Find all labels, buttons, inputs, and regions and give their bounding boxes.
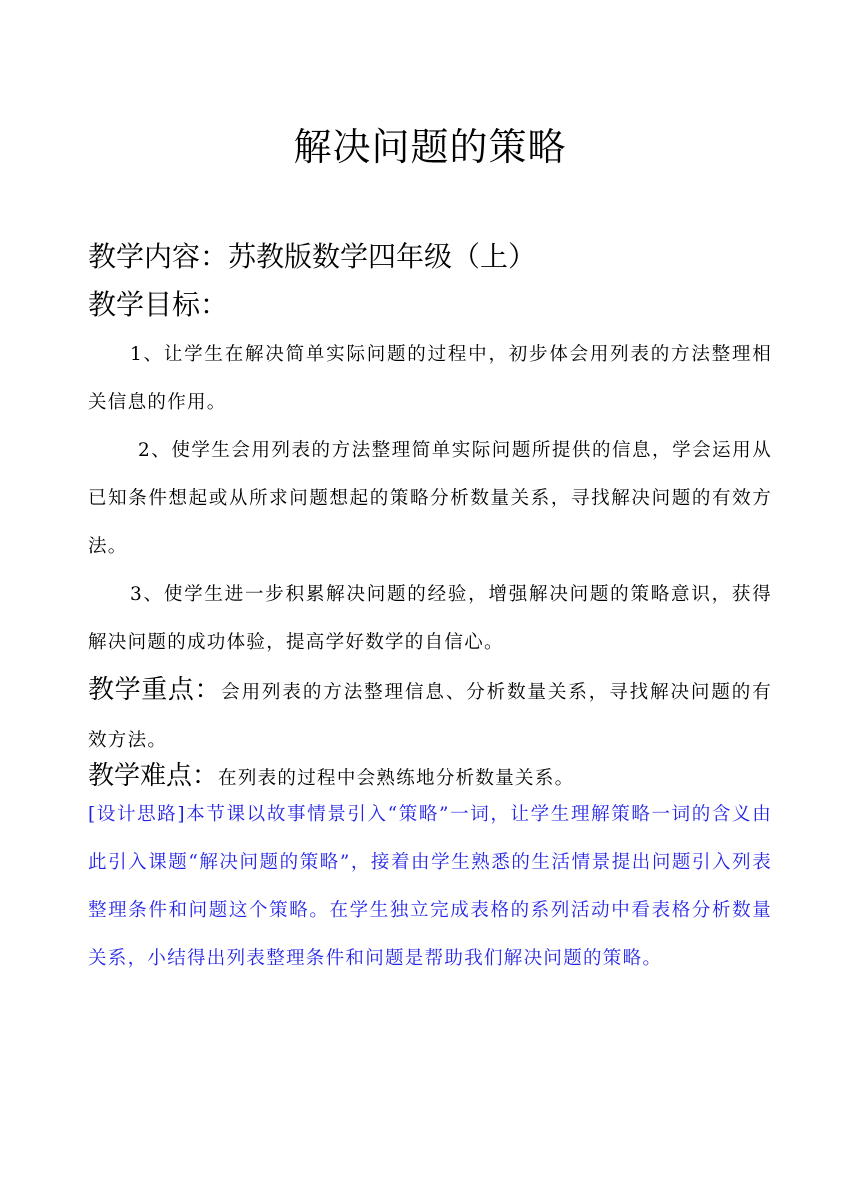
difficult-point-value: 在列表的过程中会熟练地分析数量关系。 (218, 768, 575, 789)
difficult-point-label: 教学难点： (88, 761, 219, 791)
objective-item-2-text: 2、使学生会用列表的方法整理简单实际问题所提供的信息，学会运用从已知条件想起或从所求问题想起的策略分析数量关系，寻找解决问题的有效方法。 (88, 440, 772, 557)
key-point-value: 会用列表的方法整理信息、分析数量关系，寻找解决问题的有效方法。 (88, 682, 772, 751)
key-point-section (88, 666, 772, 765)
objective-item-2 (88, 427, 772, 571)
document-title: 解决问题的策略 (293, 125, 567, 169)
objective-item-1 (88, 331, 772, 427)
key-point-label: 教学重点： (88, 675, 222, 705)
teaching-content-value: 苏教版数学四年级（上） (228, 240, 537, 273)
objective-item-3 (88, 571, 772, 667)
design-idea-paragraph: [设计思路]本节课以故事情景引入“策略”一词，让学生理解策略一词的含义由此引入课题“解决问题的策略”，接着由学生熟悉的生活情景提出问题引入列表整理条件和问题这个策略。在学生独立完成表格的系列活动中看表格分析数量关系，小结得出列表整理条件和问题是帮助我们解决问题的策略。 (88, 804, 772, 969)
teaching-content-line (88, 237, 536, 277)
objective-item-1-text: 1、让学生在解决简单实际问题的过程中，初步体会用列表的方法整理相关信息的作用。 (88, 344, 772, 413)
teaching-content-label: 教学内容： (88, 240, 229, 273)
teaching-objectives-label: 教学目标： (88, 288, 229, 321)
objective-item-3-text: 3、使学生进一步积累解决问题的经验，增强解决问题的策略意识，获得解决问题的成功体验，提高学好数学的自信心。 (88, 584, 772, 653)
